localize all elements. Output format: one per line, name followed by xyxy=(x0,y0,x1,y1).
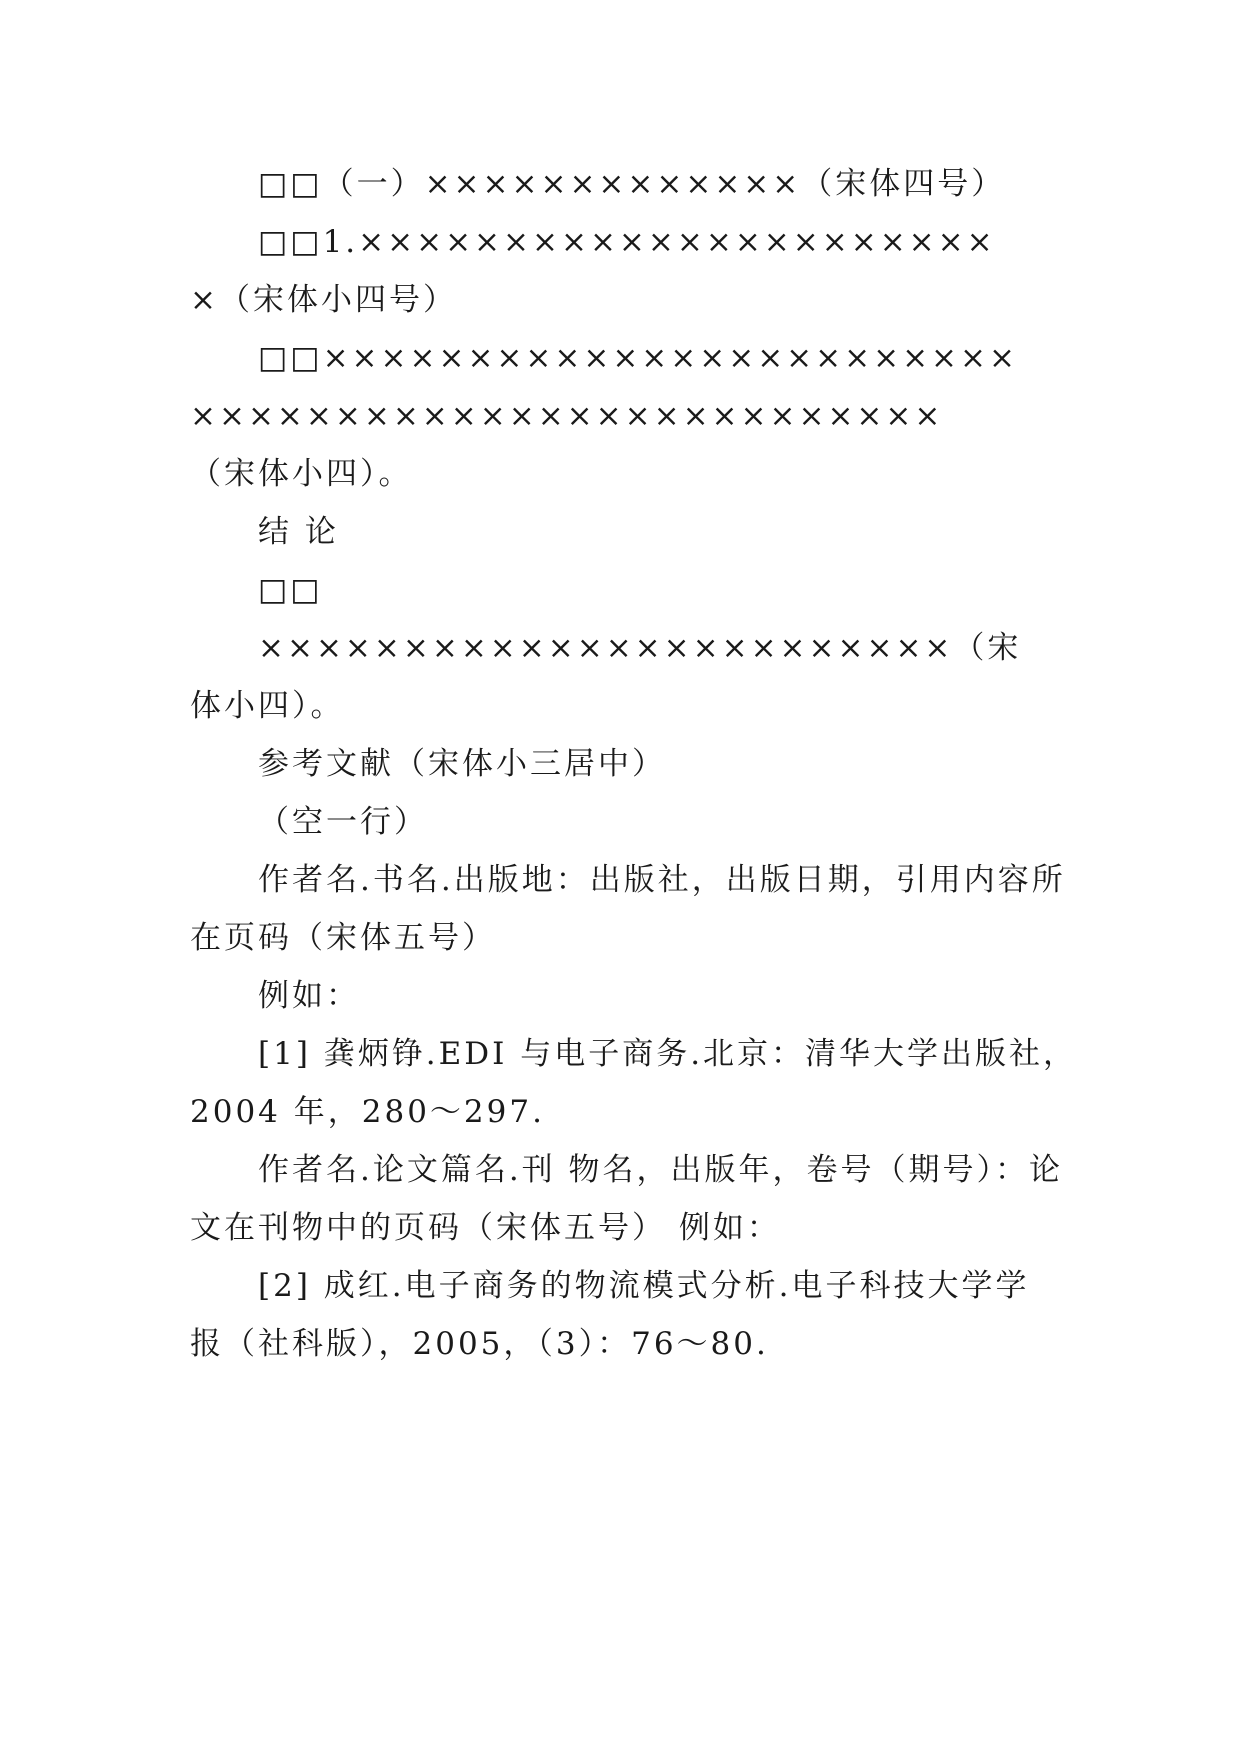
subsection-heading-line-2: ×（宋体小四号） xyxy=(190,282,457,318)
journal-format-line-2: 文在刊物中的页码（宋体五号） 例如： xyxy=(190,1210,781,1246)
conclusion-heading: 结 论 xyxy=(258,514,339,550)
reference-1-line-2: 2004 年，280～297. xyxy=(190,1094,545,1130)
reference-2-line-1: [2] 成红.电子商务的物流模式分析.电子科技大学学 xyxy=(258,1268,1030,1304)
subsection-heading-line-1: □□1.×××××××××××××××××××××× xyxy=(258,224,996,260)
blank-line-note: （空一行） xyxy=(258,804,428,840)
conclusion-paragraph-line-1: ××××××××××××××××××××××××（宋 xyxy=(258,630,1022,666)
book-format-line-1: 作者名.书名.出版地：出版社，出版日期，引用内容所 xyxy=(258,862,1066,898)
reference-1-line-1: [1] 龚炳铮.EDI 与电子商务.北京：清华大学出版社， xyxy=(258,1036,1078,1072)
conclusion-paragraph-line-2: 体小四）。 xyxy=(190,688,345,724)
example-label: 例如： xyxy=(258,978,360,1014)
body-paragraph-line-1: □□×××××××××××××××××××××××× xyxy=(258,340,1018,376)
reference-2-line-2: 报（社科版），2005，（3）：76～80. xyxy=(190,1326,769,1362)
book-format-line-2: 在页码（宋体五号） xyxy=(190,920,496,956)
body-paragraph-line-2: ×××××××××××××××××××××××××× xyxy=(190,398,944,434)
references-heading: 参考文献（宋体小三居中） xyxy=(258,746,666,782)
journal-format-line-1: 作者名.论文篇名.刊 物名，出版年，卷号（期号）：论 xyxy=(258,1152,1064,1188)
section-heading: □□（一）×××××××××××××（宋体四号） xyxy=(258,166,1006,202)
conclusion-placeholder: □□ xyxy=(258,572,323,608)
body-paragraph-line-3: （宋体小四）。 xyxy=(190,456,413,492)
